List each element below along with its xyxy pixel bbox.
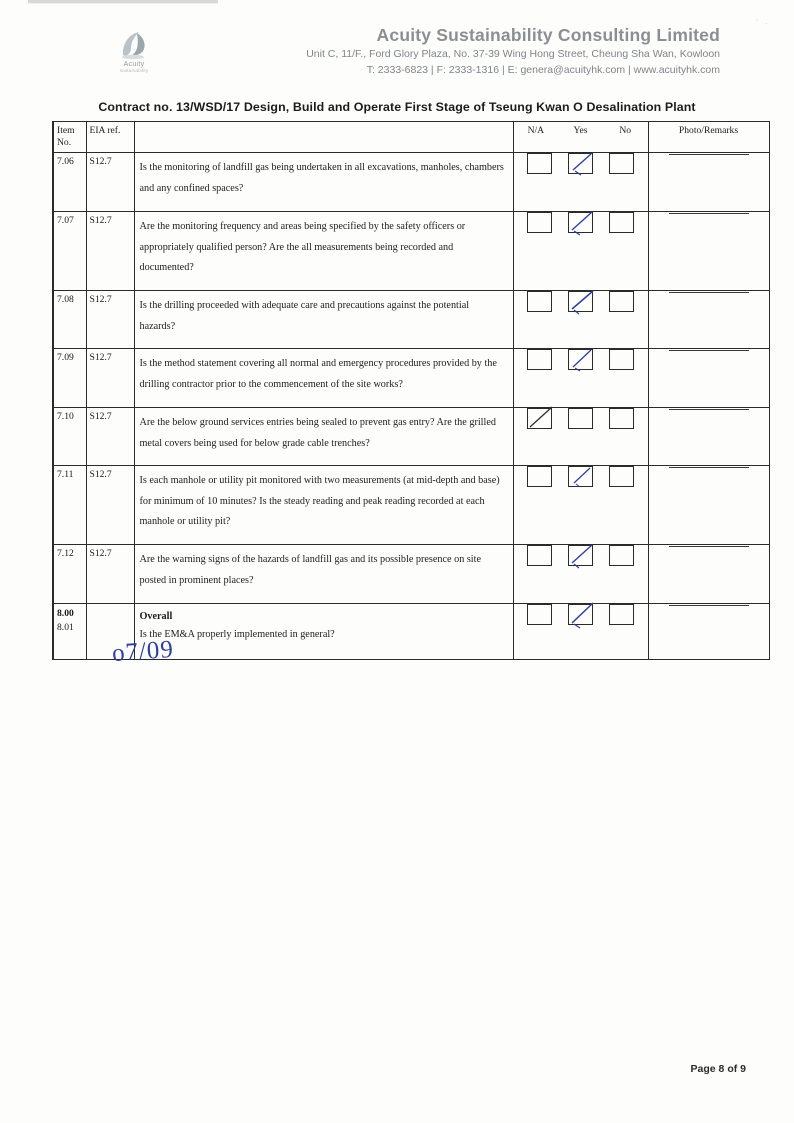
remark-write-line[interactable] bbox=[669, 153, 749, 155]
checkbox-na-cell[interactable] bbox=[520, 153, 561, 174]
contract-title: Contract no. 13/WSD/17 Design, Build and Operate First Stage of Tseung Kwan O Desalination Plant bbox=[98, 100, 696, 114]
scan-artifact-corner: ' . bbox=[756, 18, 770, 26]
handwritten-tick-icon bbox=[567, 208, 597, 238]
remark-write-line[interactable] bbox=[669, 212, 749, 214]
handwritten-date-annotation: o7/09 bbox=[111, 635, 175, 668]
acuity-leaf-logo-icon bbox=[117, 30, 151, 60]
checkbox-na-cell[interactable] bbox=[520, 408, 561, 429]
remark-write-line[interactable] bbox=[669, 408, 749, 410]
row-eia-ref-overall bbox=[87, 604, 134, 609]
logo-tagline: sustainability bbox=[119, 68, 149, 73]
scan-artifact-top-secondary bbox=[28, 3, 218, 4]
table-row bbox=[53, 408, 769, 466]
row-description: Is the method statement covering all normal and emergency procedures provided by the drilling contractor prior to the commencement of the site works? bbox=[139, 358, 497, 390]
checkbox-yes-cell[interactable] bbox=[560, 408, 601, 429]
row-description-overall bbox=[135, 604, 513, 650]
checkbox-na[interactable] bbox=[527, 349, 552, 370]
handwritten-tick-icon bbox=[567, 149, 597, 179]
checkbox-na[interactable] bbox=[527, 291, 552, 312]
row-eia-ref: S12.7 bbox=[89, 469, 112, 480]
checkbox-yes-cell[interactable] bbox=[560, 349, 601, 370]
checkbox-no-cell[interactable] bbox=[601, 212, 642, 233]
row-description: Is each manhole or utility pit monitored with two measurements (at mid-depth and base) for minimum of 10 minutes? Is the steady reading and peak reading recorded at each manhole or utility pit? bbox=[139, 475, 500, 527]
row-remark-cell[interactable] bbox=[649, 466, 769, 468]
checkbox-yes[interactable] bbox=[568, 466, 593, 487]
checkbox-na-cell[interactable] bbox=[520, 604, 561, 625]
checkbox-no[interactable] bbox=[609, 291, 634, 312]
row-item-no: 7.10 bbox=[57, 411, 74, 422]
row-eia-ref: S12.7 bbox=[89, 352, 112, 363]
checkbox-na[interactable] bbox=[527, 466, 552, 487]
checkbox-no[interactable] bbox=[609, 408, 634, 429]
row-answer-boxes bbox=[514, 466, 648, 487]
row-item-no: 7.12 bbox=[57, 548, 74, 559]
checkbox-no[interactable] bbox=[609, 545, 634, 566]
row-answer-boxes bbox=[514, 212, 648, 233]
table-row bbox=[53, 466, 769, 545]
row-description: Is the monitoring of landfill gas being undertaken in all excavations, manholes, chambers and any confined spaces? bbox=[139, 162, 504, 194]
company-address: Unit C, 11/F., Ford Glory Plaza, No. 37-39 Wing Hong Street, Cheung Sha Wan, Kowloon bbox=[306, 48, 720, 60]
handwritten-tick-icon bbox=[567, 600, 597, 630]
row-answer-boxes bbox=[514, 349, 648, 370]
checkbox-na-cell[interactable] bbox=[520, 291, 561, 312]
table-row bbox=[53, 545, 769, 604]
checkbox-yes-cell[interactable] bbox=[560, 604, 601, 625]
row-eia-ref: S12.7 bbox=[89, 548, 112, 559]
company-name: Acuity Sustainability Consulting Limited bbox=[376, 25, 720, 45]
table-row bbox=[53, 153, 769, 212]
row-eia-ref: S12.7 bbox=[89, 156, 112, 167]
checkbox-no-cell[interactable] bbox=[601, 153, 642, 174]
header-na: N/A bbox=[527, 125, 545, 136]
company-contact: T: 2333-6823 | F: 2333-1316 | E: genera@acuityhk.com | www.acuityhk.com bbox=[366, 64, 720, 76]
checkbox-no-cell[interactable] bbox=[601, 604, 642, 625]
checkbox-yes[interactable] bbox=[568, 349, 593, 370]
company-info bbox=[180, 24, 720, 78]
remark-write-line[interactable] bbox=[669, 291, 749, 293]
row-answer-boxes bbox=[514, 545, 648, 566]
row-remark-cell[interactable] bbox=[649, 545, 769, 547]
row-eia-ref: S12.7 bbox=[89, 215, 112, 226]
row-answer-boxes bbox=[514, 291, 648, 312]
checkbox-yes[interactable] bbox=[568, 153, 593, 174]
checkbox-na-cell[interactable] bbox=[520, 349, 561, 370]
row-remark-cell[interactable] bbox=[649, 212, 769, 214]
checkbox-na-cell[interactable] bbox=[520, 212, 561, 233]
checklist-table bbox=[52, 121, 770, 660]
checkbox-no[interactable] bbox=[609, 466, 634, 487]
row-answer-boxes bbox=[514, 153, 648, 174]
row-item-no: 7.09 bbox=[57, 352, 74, 363]
checkbox-na[interactable] bbox=[527, 153, 552, 174]
table-header-row bbox=[53, 122, 769, 153]
remark-write-line[interactable] bbox=[669, 466, 749, 468]
checkbox-yes-cell[interactable] bbox=[560, 291, 601, 312]
checkbox-no[interactable] bbox=[609, 604, 634, 625]
handwritten-tick-icon bbox=[567, 287, 597, 317]
handwritten-tick-icon bbox=[567, 462, 597, 492]
row-description: Are the warning signs of the hazards of landfill gas and its possible presence on site posted in prominent places? bbox=[139, 554, 481, 586]
row-description: Is the drilling proceeded with adequate care and precautions against the potential hazards? bbox=[139, 300, 470, 332]
row-item-no: 7.06 bbox=[57, 156, 74, 167]
header-no: No bbox=[619, 125, 632, 136]
checkbox-yes-cell[interactable] bbox=[560, 466, 601, 487]
row-description: Are the below ground services entries being sealed to prevent gas entry? Are the grilled metal covers being used for below grade cable trenches? bbox=[139, 417, 496, 449]
checkbox-no[interactable] bbox=[609, 153, 634, 174]
handwritten-tick-icon bbox=[567, 345, 597, 375]
checkbox-na[interactable] bbox=[527, 212, 552, 233]
checkbox-yes[interactable] bbox=[568, 212, 593, 233]
header-eia-ref: EIA ref. bbox=[89, 125, 121, 136]
handwritten-tick-icon bbox=[567, 541, 597, 571]
checkbox-yes-cell[interactable] bbox=[560, 545, 601, 566]
checkbox-no-cell[interactable] bbox=[601, 349, 642, 370]
row-remark-cell[interactable] bbox=[649, 408, 769, 410]
row-item-no: 7.11 bbox=[57, 469, 74, 480]
checkbox-yes[interactable] bbox=[568, 408, 593, 429]
checkbox-na-cell[interactable] bbox=[520, 466, 561, 487]
table-row bbox=[53, 349, 769, 408]
company-logo bbox=[104, 30, 164, 92]
checkbox-no-cell[interactable] bbox=[601, 545, 642, 566]
checkbox-no[interactable] bbox=[609, 349, 634, 370]
document-header bbox=[0, 24, 794, 96]
row-answer-boxes bbox=[514, 408, 648, 429]
table-row bbox=[53, 212, 769, 291]
row-eia-ref: S12.7 bbox=[89, 294, 112, 305]
checkbox-no[interactable] bbox=[609, 212, 634, 233]
overall-heading: Overall bbox=[139, 611, 173, 622]
checkbox-na-cell[interactable] bbox=[520, 545, 561, 566]
page-footer: Page 8 of 9 bbox=[690, 1063, 746, 1075]
checkbox-yes[interactable] bbox=[568, 291, 593, 312]
header-yes: Yes bbox=[573, 125, 588, 136]
checkbox-yes-cell[interactable] bbox=[560, 153, 601, 174]
row-remark-cell[interactable] bbox=[649, 153, 769, 155]
row-item-no-overall: 8.00 8.01 bbox=[57, 608, 74, 633]
header-item-no: Item No. bbox=[57, 125, 75, 148]
row-answer-boxes bbox=[514, 604, 648, 625]
remark-write-line[interactable] bbox=[669, 349, 749, 351]
overall-question: Is the EM&A properly implemented in general? bbox=[139, 629, 335, 640]
row-remark-cell[interactable] bbox=[649, 604, 769, 606]
remark-write-line[interactable] bbox=[669, 604, 749, 606]
checkbox-na[interactable] bbox=[527, 604, 552, 625]
remark-write-line[interactable] bbox=[669, 545, 749, 547]
checkbox-na[interactable] bbox=[527, 408, 552, 429]
header-answer-columns bbox=[514, 122, 648, 136]
checkbox-na[interactable] bbox=[527, 545, 552, 566]
row-item-no: 7.08 bbox=[57, 294, 74, 305]
checkbox-no-cell[interactable] bbox=[601, 408, 642, 429]
checkbox-no-cell[interactable] bbox=[601, 291, 642, 312]
checkbox-yes[interactable] bbox=[568, 545, 593, 566]
logo-wordmark: Acuity bbox=[123, 61, 145, 68]
checkbox-yes-cell[interactable] bbox=[560, 212, 601, 233]
row-remark-cell[interactable] bbox=[649, 349, 769, 351]
table-row bbox=[53, 291, 769, 349]
checklist-table-wrapper bbox=[52, 121, 768, 660]
header-photo-remarks: Photo/Remarks bbox=[678, 125, 739, 136]
checkbox-yes[interactable] bbox=[568, 604, 593, 625]
row-description: Are the monitoring frequency and areas being specified by the safety officers or appropriately qualified person? Are the all measurements being recorded and documented? bbox=[139, 221, 466, 273]
header-description bbox=[135, 122, 513, 133]
row-remark-cell[interactable] bbox=[649, 291, 769, 293]
checkbox-no-cell[interactable] bbox=[601, 466, 642, 487]
row-item-no: 7.07 bbox=[57, 215, 74, 226]
handwritten-tick-icon bbox=[526, 404, 556, 434]
row-eia-ref: S12.7 bbox=[89, 411, 112, 422]
